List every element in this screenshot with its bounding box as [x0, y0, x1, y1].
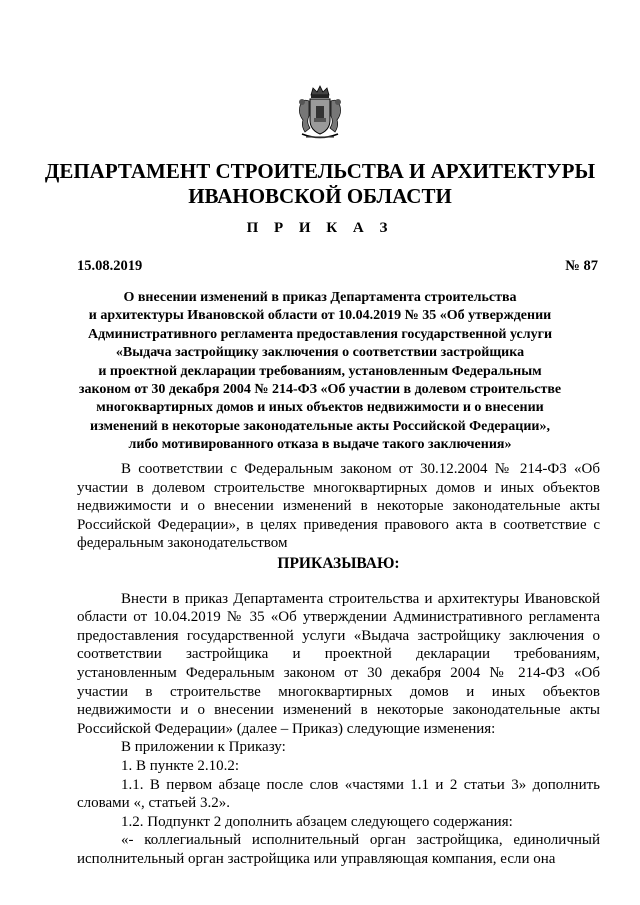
body-paragraph: 1. В пункте 2.10.2:	[121, 757, 240, 774]
title-line: Административного регламента предоставления государственной услуги	[87, 326, 553, 342]
order-title	[60, 289, 580, 455]
title-line: и архитектуры Ивановской области от 10.04.2019 № 35 «Об утверждении	[88, 308, 552, 324]
order-date: 15.08.2019	[77, 258, 143, 274]
department-name-line2: ИВАНОВСКОЙ ОБЛАСТИ	[188, 184, 452, 208]
body-paragraph: 1.2. Подпункт 2 дополнить абзацем следующего содержания:	[121, 813, 513, 830]
title-line: законом от 30 декабря 2004 № 214-ФЗ «Об участии в долевом строительстве	[78, 382, 562, 398]
body-paragraph: «- коллегиальный исполнительный орган застройщика, единоличный исполнительный орган застройщика или управляющая компания, если она	[77, 832, 600, 867]
body-paragraph: В приложении к Приказу:	[121, 739, 286, 756]
title-line: О внесении изменений в приказ Департамента строительства	[123, 290, 517, 305]
body-paragraph: Внести в приказ Департамента строительства и архитектуры Ивановской области от 10.04.2019 № 35 «Об утверждении Административного регламента предоставления государственной услуги «Выдача застройщику заключения о соответствии застройщика и проектной декларации требованиям, установленным Федеральным законом от 30 декабря 2004 № 214-ФЗ «Об участии в строительстве многоквартирных домов и иных объектов недвижимости и о внесении изменений в некоторые законодательные акты Российской Федерации» (далее – Приказ) следующие изменения:	[77, 590, 600, 737]
order-number: № 87	[565, 258, 598, 274]
coat-of-arms-emblem-icon	[292, 84, 348, 142]
order-body	[77, 460, 600, 868]
department-name-line1: ДЕПАРТАМЕНТ СТРОИТЕЛЬСТВА И АРХИТЕКТУРЫ	[44, 159, 596, 183]
document-type-heading: П Р И К А З	[246, 220, 394, 236]
title-line: «Выдача застройщику заключения о соответствии застройщика	[115, 345, 525, 361]
title-line: либо мотивированного отказа в выдаче такого заключения»	[128, 437, 512, 453]
preamble-paragraph: В соответствии с Федеральным законом от 30.12.2004 № 214-ФЗ «Об участии в долевом строительстве многоквартирных домов и иных объектов недвижимости и о внесении изменений в некоторые законодательные акты Российской Федерации», в целях приведения правового акта в соответствие с федеральным законодательством	[77, 461, 600, 552]
title-line: многоквартирных домов и иных объектов недвижимости и о внесении	[96, 400, 544, 416]
title-line: изменений в некоторые законодательные акты Российской Федерации»,	[90, 418, 550, 434]
title-line: и проектной декларации требованиям, установленным Федеральным	[98, 363, 542, 379]
body-paragraph: 1.1. В первом абзаце после слов «частями 1.1 и 2 статьи 3» дополнить словами «, статьей 3.2».	[77, 776, 600, 812]
decree-heading: ПРИКАЗЫВАЮ:	[277, 554, 400, 572]
